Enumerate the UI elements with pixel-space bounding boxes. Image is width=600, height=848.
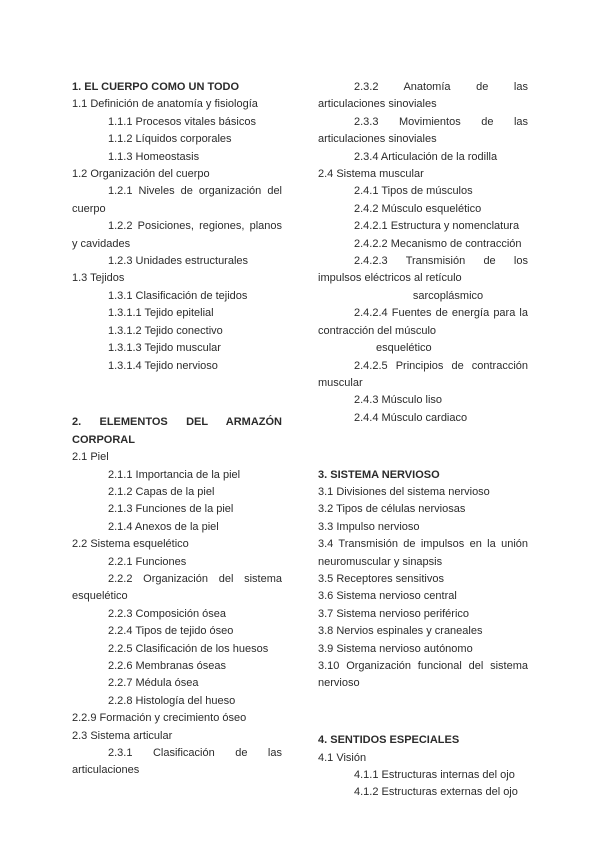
left-column (72, 79, 282, 780)
toc-entry-level2: 1.2.2 Posiciones, regiones, planos y cavidades (72, 220, 282, 250)
section-heading: 3. SISTEMA NERVIOSO (318, 468, 440, 481)
toc-entry-level2: 1.1.2 Líquidos corporales (108, 133, 232, 146)
toc-entry-level2: 2.2.2 Organización del sistema esquelético (72, 572, 282, 603)
toc-entry-level2: 1.3.1.2 Tejido conectivo (108, 324, 223, 337)
toc-entry-continuation: esquelético (376, 342, 432, 355)
toc-entry-level1: 3.4 Transmisión de impulsos en la unión neuromuscular y sinapsis (318, 538, 528, 568)
toc-entry-level2: 2.4.1 Tipos de músculos (354, 185, 473, 198)
toc-entry-level2: 4.1.2 Estructuras externas del ojo (354, 786, 518, 799)
section-heading: 4. SENTIDOS ESPECIALES (318, 734, 460, 747)
toc-entry-level2: 2.1.2 Capas de la piel (108, 485, 215, 498)
section-heading: 2. ELEMENTOS DEL ARMAZÓN CORPORAL (72, 416, 282, 446)
toc-entry-level2: 2.3.4 Articulación de la rodilla (354, 150, 498, 163)
toc-entry-level1: 2.4 Sistema muscular (318, 168, 424, 181)
section-heading: 1. EL CUERPO COMO UN TODO (72, 81, 240, 93)
toc-entry-level1: 3.1 Divisiones del sistema nervioso (318, 485, 490, 498)
toc-entry-level1: 1.1 Definición de anatomía y fisiología (72, 98, 258, 111)
toc-entry-level2: 2.2.4 Tipos de tejido óseo (108, 625, 234, 638)
toc-entry-level2: 1.2.1 Niveles de organización del cuerpo (72, 185, 282, 215)
toc-entry-level2: 2.2.1 Funciones (108, 555, 187, 568)
toc-entry-level2: 2.3.3 Movimientos de las articulaciones sinoviales (318, 115, 528, 146)
section-spacer (72, 386, 282, 403)
toc-entry-level2: 2.4.2.1 Estructura y nomenclatura (354, 220, 520, 233)
toc-entry-level2: 2.4.3 Músculo liso (354, 394, 443, 407)
toc-entry-level2: 2.4.2.3 Transmisión de los impulsos eléctricos al retículo (318, 255, 528, 285)
toc-entry-level1: 3.9 Sistema nervioso autónomo (318, 642, 473, 655)
toc-entry-level2: 1.2.3 Unidades estructurales (108, 255, 249, 268)
toc-entry-level2: 2.4.4 Músculo cardiaco (354, 411, 468, 424)
toc-entry-level1: 3.3 Impulso nervioso (318, 520, 420, 533)
toc-entry-level1: 3.5 Receptores sensitivos (318, 572, 444, 585)
toc-entry-level1: 3.8 Nervios espinales y craneales (318, 625, 483, 638)
toc-entry-level2: 2.3.1 Clasificación de las articulaciones (72, 747, 282, 777)
toc-entry-level2: 2.4.2 Músculo esquelético (354, 202, 482, 215)
toc-entry-level1: 3.6 Sistema nervioso central (318, 590, 457, 603)
toc-entry-level2: 2.4.2.4 Fuentes de energía para la contracción del músculo (318, 307, 528, 337)
section-spacer (318, 704, 528, 721)
toc-entry-level2: 2.3.2 Anatomía de las articulaciones sinoviales (318, 81, 528, 111)
toc-entry-level2: 2.4.2.5 Principios de contracción muscular (318, 359, 528, 389)
toc-entry-level2: 2.1.4 Anexos de la piel (108, 520, 219, 533)
toc-entry-level1: 4.1 Visión (318, 751, 367, 764)
toc-entry-level2: 2.4.2.2 Mecanismo de contracción (354, 237, 522, 250)
toc-entry-level1: 2.3 Sistema articular (72, 729, 173, 742)
right-column (318, 79, 528, 802)
toc-entry-level1: 2.2 Sistema esquelético (72, 538, 189, 551)
toc-entry-level2: 1.3.1 Clasificación de tejidos (108, 289, 248, 302)
toc-entry-level2: 1.1.3 Homeostasis (108, 150, 200, 163)
toc-entry-continuation: sarcoplásmico (412, 289, 484, 302)
toc-entry-level2: 2.2.5 Clasificación de los huesos (108, 642, 269, 655)
toc-entry-level1: 2.1 Piel (72, 451, 109, 464)
toc-entry-level1: 3.10 Organización funcional del sistema nervioso (318, 659, 528, 690)
toc-entry-level1: 1.2 Organización del cuerpo (72, 168, 210, 181)
toc-entry-level2: 4.1.1 Estructuras internas del ojo (354, 769, 515, 781)
toc-entry-level2: 2.2.6 Membranas óseas (108, 659, 227, 672)
toc-entry-level2: 1.3.1.1 Tejido epitelial (108, 307, 214, 320)
toc-entry-level1: 1.3 Tejidos (72, 272, 125, 285)
toc-entry-level2: 1.1.1 Procesos vitales básicos (108, 115, 256, 128)
toc-entry-level1: 3.2 Tipos de células nerviosas (318, 503, 466, 516)
toc-entry-level1: 3.7 Sistema nervioso periférico (318, 607, 470, 620)
toc-entry-level2: 2.1.1 Importancia de la piel (108, 468, 241, 481)
toc-entry-level2: 1.3.1.3 Tejido muscular (108, 342, 221, 355)
toc-entry-level2: 2.2.3 Composición ósea (108, 607, 227, 620)
toc-entry-level2: 2.2.7 Médula ósea (108, 677, 199, 690)
toc-entry-level1: 2.2.9 Formación y crecimiento óseo (72, 712, 247, 725)
section-spacer (318, 438, 528, 455)
toc-entry-level2: 1.3.1.4 Tejido nervioso (108, 359, 218, 372)
toc-entry-level2: 2.2.8 Histología del hueso (108, 694, 236, 707)
toc-entry-level2: 2.1.3 Funciones de la piel (108, 503, 234, 516)
